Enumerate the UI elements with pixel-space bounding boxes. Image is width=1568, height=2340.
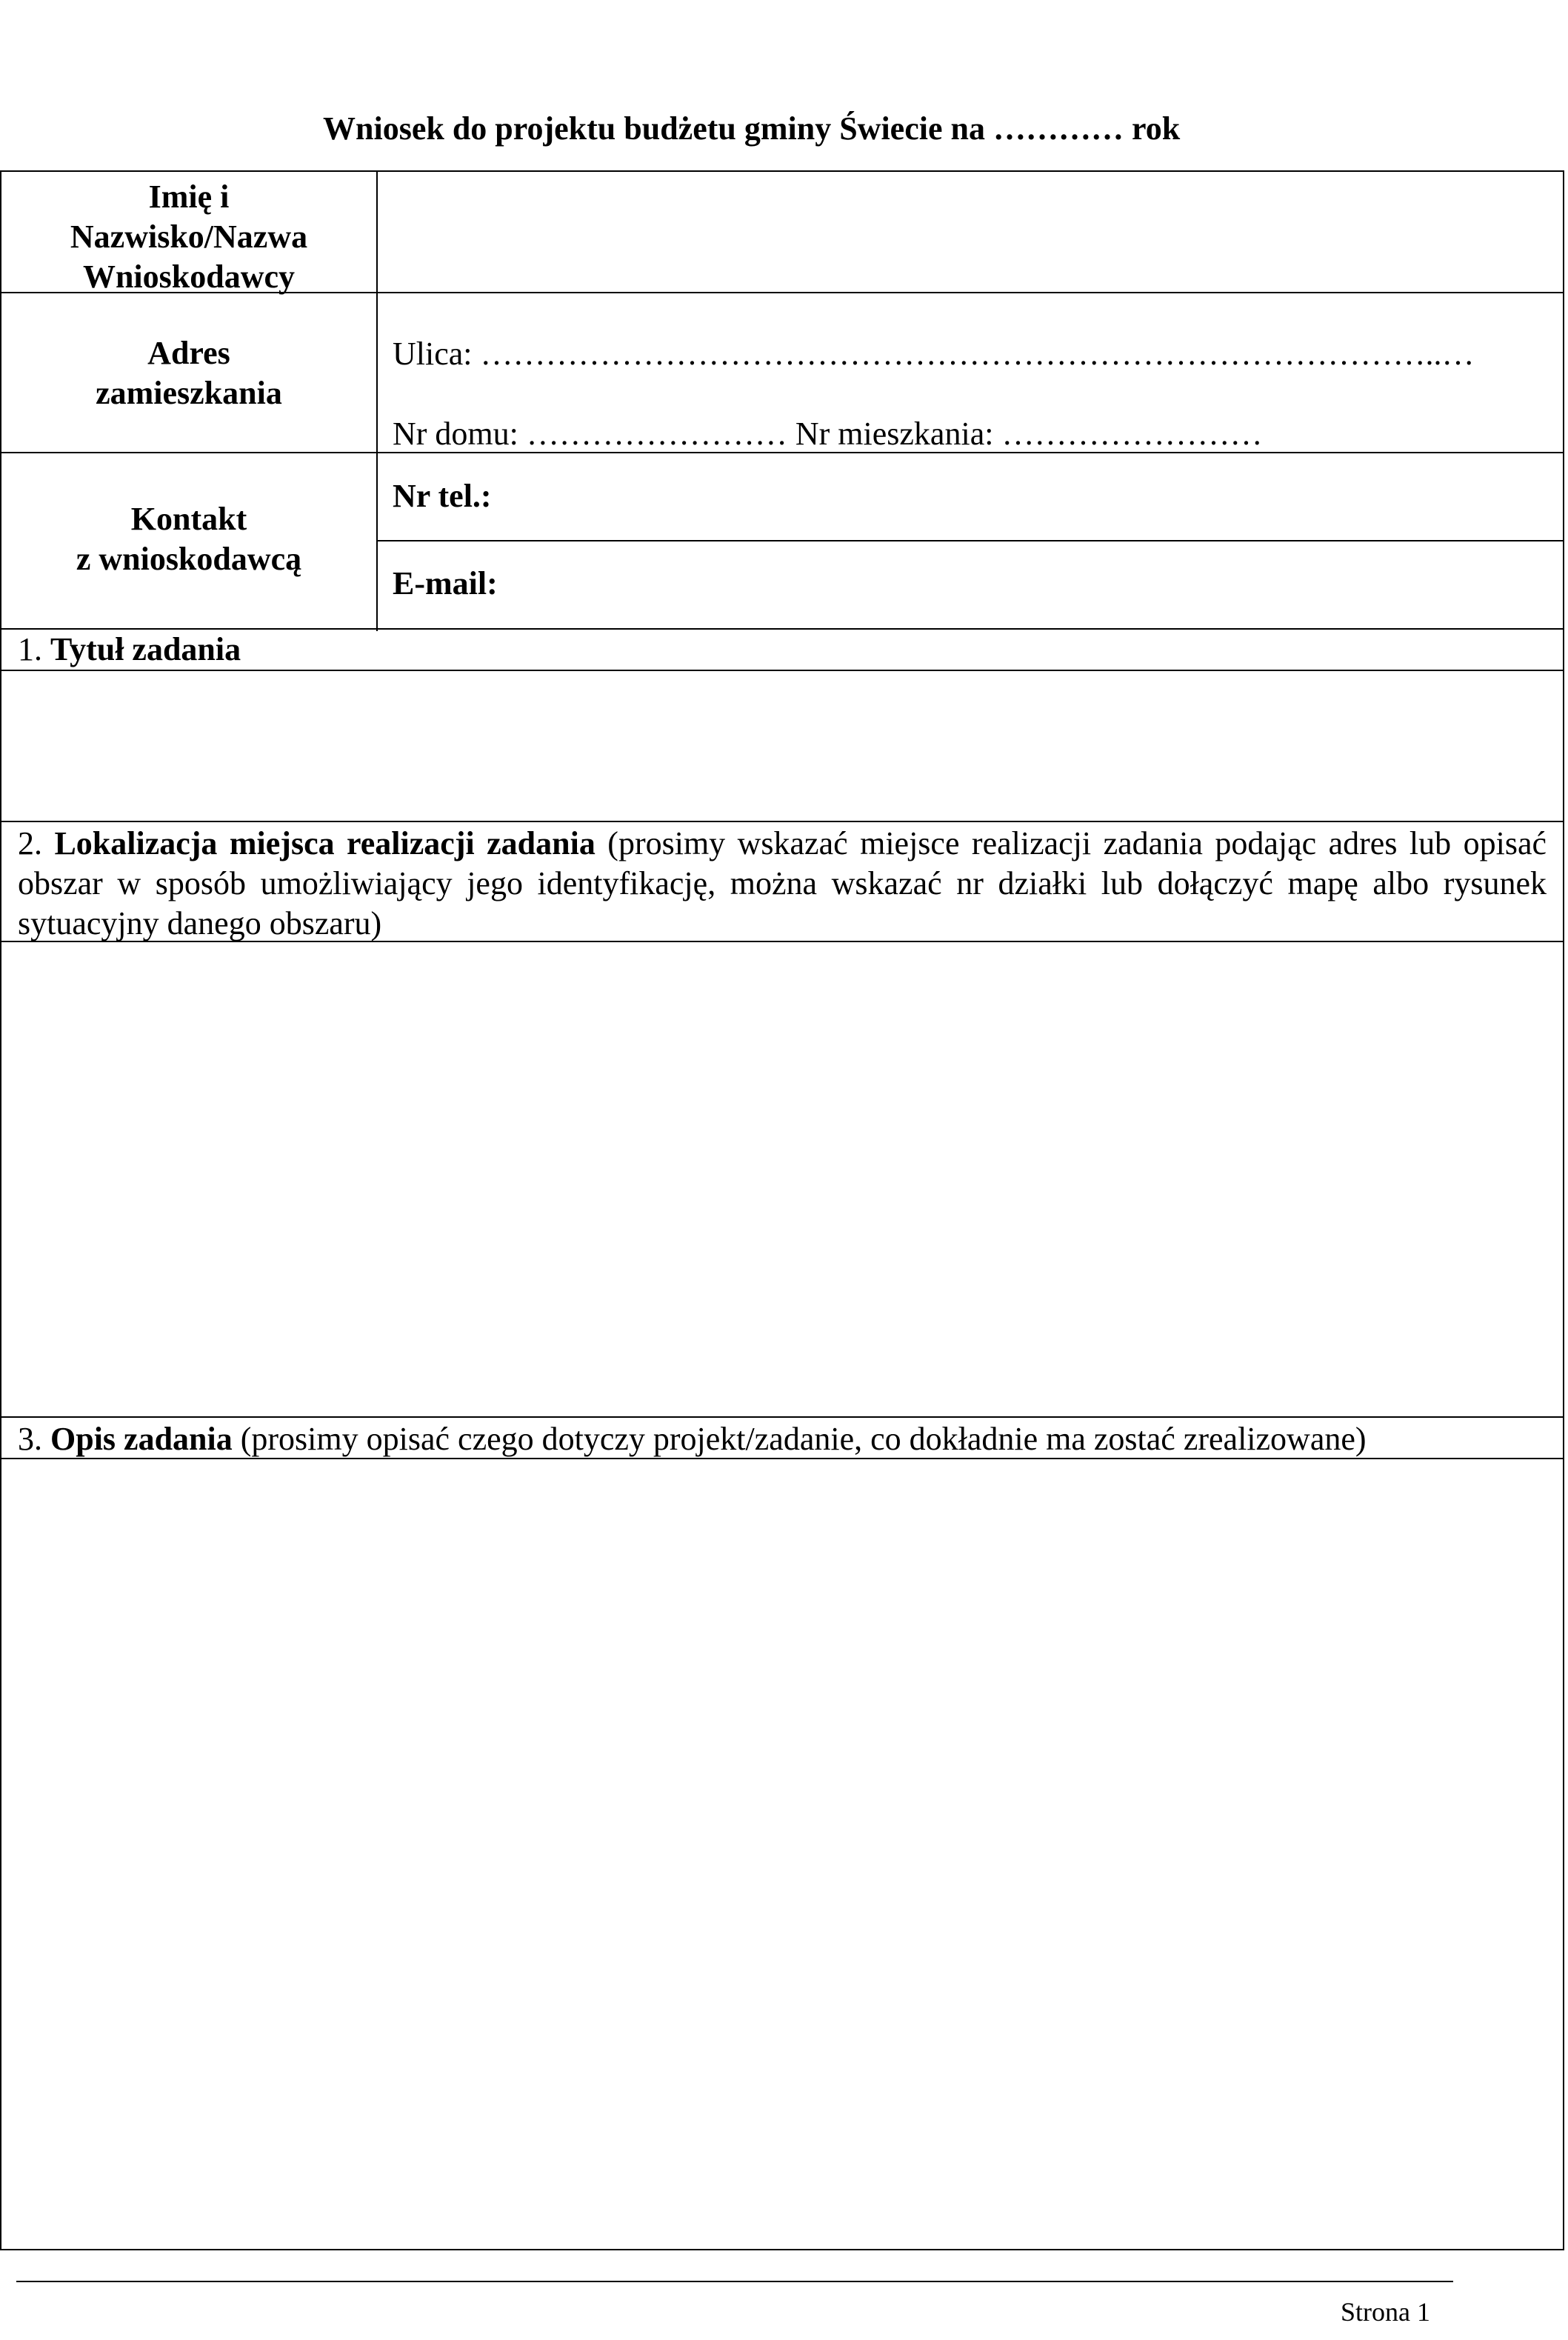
- document-title: Wniosek do projektu budżetu gminy Świecie na ………… rok: [323, 110, 1181, 147]
- row-divider: [1, 1416, 1563, 1418]
- email-field[interactable]: E-mail:: [393, 565, 498, 601]
- location-field[interactable]: [1, 942, 1563, 1416]
- contact-label: Kontakt z wnioskodawcą: [76, 501, 302, 577]
- section-location-header: 2. Lokalizacja miejsca realizacji zadania (prosimy wskazać miejsce realizacji zadania podając adres lub opisać obszar w sposób umożliwiający jego identyfikację, można wskazać nr działki lub dołączyć mapę albo rysunek sytuacyjny danego obszaru): [18, 825, 1547, 941]
- application-form: [0, 170, 1564, 2250]
- footer-rule: [16, 2281, 1453, 2282]
- task-title-field[interactable]: [1, 671, 1563, 821]
- house-number-field[interactable]: Nr domu: …………………… Nr mieszkania: ……………………: [393, 416, 1263, 452]
- applicant-name-label: Imię i Nazwisko/Nazwa Wnioskodawcy: [70, 179, 308, 295]
- row-divider: [1, 821, 1563, 822]
- page-number: Strona 1: [1341, 2297, 1430, 2327]
- contact-divider: [376, 540, 1564, 541]
- description-field[interactable]: [1, 1459, 1563, 2249]
- street-field[interactable]: Ulica: ……………………………………………………………………………..…: [393, 336, 1475, 372]
- section-description-header: 3. Opis zadania (prosimy opisać czego dotyczy projekt/zadanie, co dokładnie ma zostać zrealizowane): [18, 1421, 1367, 1457]
- section-task-title-header: 1. Tytuł zadania: [18, 631, 241, 667]
- row-divider: [1, 452, 1563, 453]
- phone-field[interactable]: Nr tel.:: [393, 478, 492, 514]
- row-divider: [1, 292, 1563, 293]
- applicant-name-field[interactable]: [378, 172, 1563, 292]
- address-label: Adres zamieszkania: [96, 335, 282, 411]
